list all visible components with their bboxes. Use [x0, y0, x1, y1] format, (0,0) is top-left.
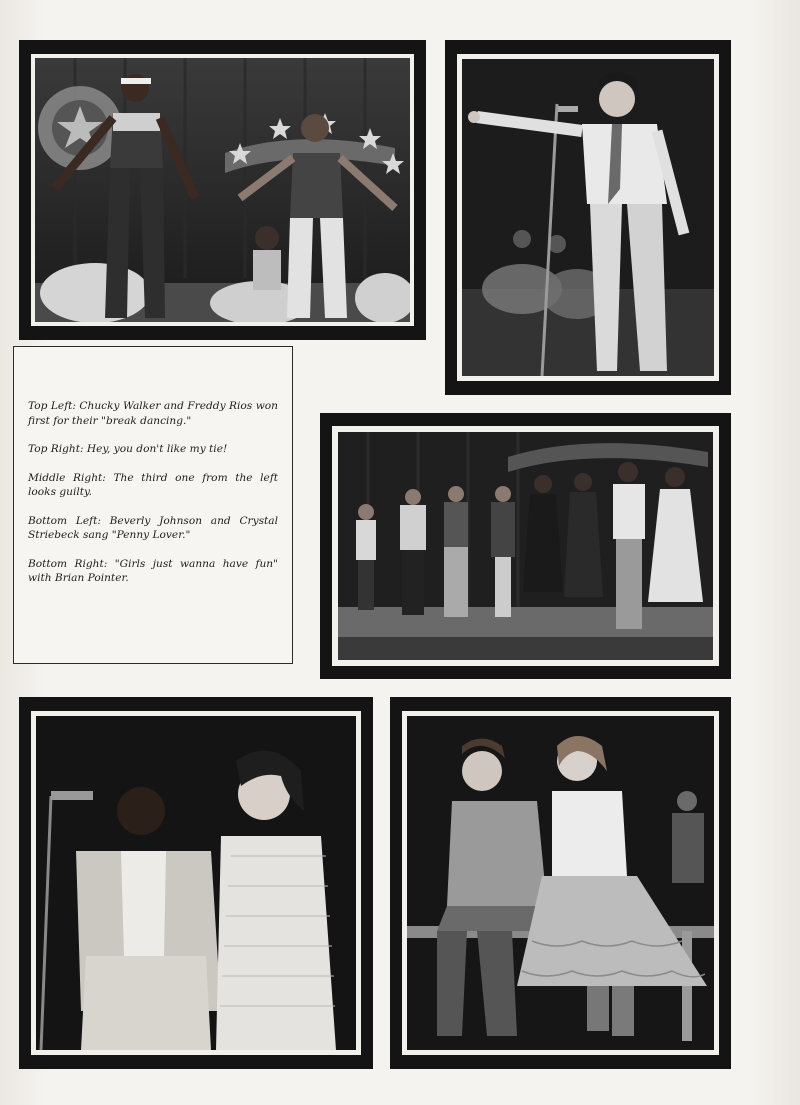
- photo-mat: [457, 54, 719, 381]
- photo-girls-have-fun[interactable]: [407, 716, 714, 1050]
- photo-mat: [332, 426, 719, 666]
- caption-box: [13, 346, 293, 664]
- photo-frame-bottom-right: [390, 697, 731, 1069]
- photo-frame-top-right: [445, 40, 731, 395]
- caption-bottom-right: Bottom Right: "Girls just wanna have fun" with Brian Pointer.: [28, 557, 278, 584]
- photo-frame-top-left: [19, 40, 426, 340]
- caption-middle-right: Middle Right: The third one from the left looks guilty.: [28, 471, 278, 498]
- caption-top-left: Top Left: Chucky Walker and Freddy Rios won first for their "break dancing.": [28, 400, 278, 427]
- photo-frame-middle-right: [320, 413, 731, 679]
- photo-tie-performer[interactable]: [462, 59, 714, 376]
- photo-group-lineup[interactable]: [338, 432, 713, 660]
- photo-mat: [402, 711, 719, 1055]
- photo-mat: [31, 711, 361, 1055]
- photo-frame-bottom-left: [19, 697, 373, 1069]
- caption-top-right: Top Right: Hey, you don't like my tie!: [28, 443, 228, 455]
- caption-bottom-left: Bottom Left: Beverly Johnson and Crystal Striebeck sang "Penny Lover.": [28, 514, 278, 541]
- photo-mat: [31, 54, 414, 326]
- photo-singers[interactable]: [36, 716, 356, 1050]
- photo-break-dancers[interactable]: [35, 58, 410, 322]
